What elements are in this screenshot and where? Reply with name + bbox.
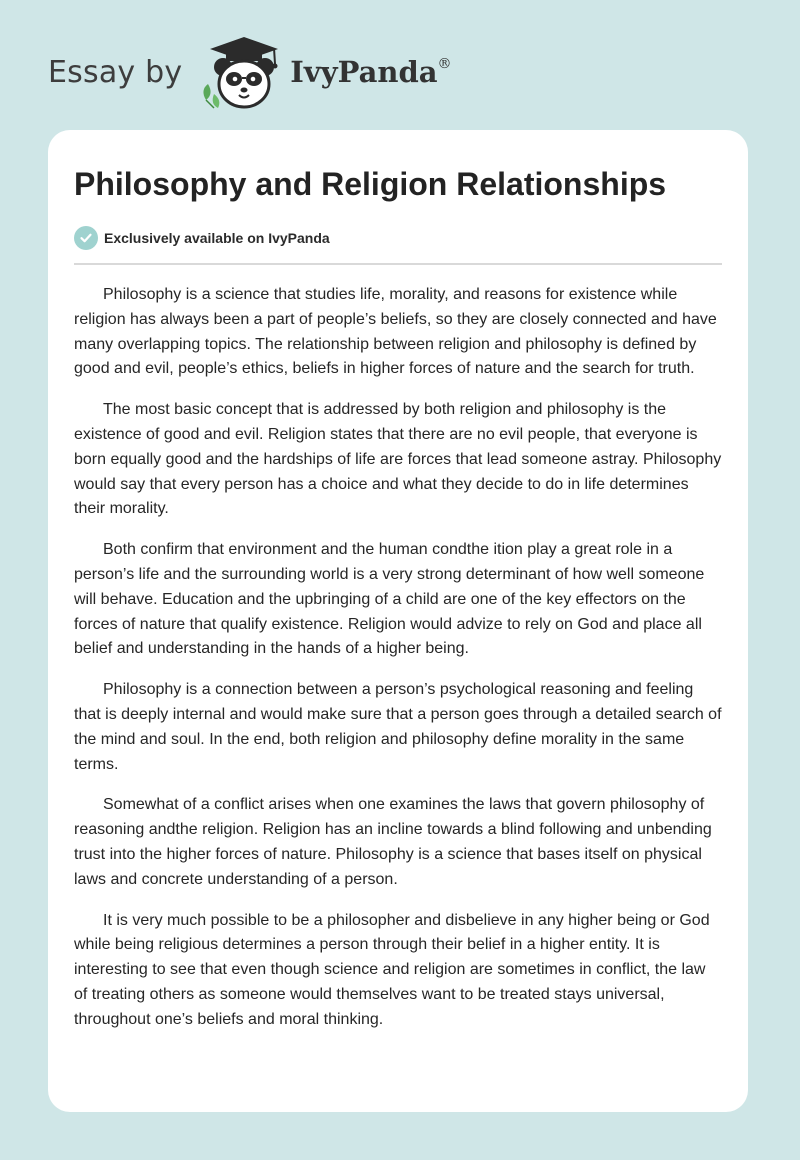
paragraph: Somewhat of a conflict arises when one examines the laws that govern philosophy of reasoning andthe religion. Religion has an incline towards a blind following and unbending trust into the higher forces of nature. Philosophy is a science that bases itself on physical laws and concrete understanding of a person.: [74, 796, 712, 888]
title-divider: [74, 263, 722, 265]
essay-by-label: Essay by: [48, 54, 183, 90]
essay-title: Philosophy and Religion Relationships: [74, 166, 667, 202]
brand-name-text: IvyPanda: [290, 55, 438, 89]
essay-body: [74, 283, 722, 1033]
site-header: [48, 34, 452, 110]
brand-name: [290, 55, 451, 89]
check-icon: [74, 226, 98, 250]
paragraph: Philosophy is a science that studies life, morality, and reasons for existence while religion has always been a part of people’s beliefs, so they are closely connected and have many overlapping topics. The relationship between religion and philosophy is defined by good and evil, people’s ethics, beliefs in higher forces of nature and the search for truth.: [74, 286, 717, 378]
paragraph: Philosophy is a connection between a person’s psychological reasoning and feeling that is deeply internal and would make sure that a person goes through a detailed search of the mind and soul. In the end, both religion and philosophy define morality in the same terms.: [74, 681, 722, 773]
essay-card: [48, 130, 748, 1112]
exclusive-badge: [74, 226, 722, 250]
paragraph: The most basic concept that is addressed by both religion and philosophy is the existence of good and evil. Religion states that there are no evil people, that everyone is born equally good and the hardships of life are forces that lead someone astray. Philosophy would say that every person has a choice and what they decide to do in life determines their morality.: [74, 401, 722, 518]
registered-mark: ®: [437, 56, 452, 72]
paragraph: Both confirm that environment and the human condthe ition play a great role in a person’s life and the surrounding world is a very strong determinant of how well someone will behave. Education and the upbringing of a child are one of the key effectors on the forces of nature that qualify existence. Religion would advize to rely on God and place all belief and understanding in the hands of a higher being.: [74, 541, 705, 658]
panda-logo-icon: [196, 34, 288, 110]
exclusive-badge-label: Exclusively available on IvyPanda: [104, 230, 330, 246]
paragraph: It is very much possible to be a philosopher and disbelieve in any higher being or God while being religious determines a person through their belief in a higher entity. It is interesting to see that even though science and religion are sometimes in conflict, the law of treating others as someone would themselves want to be treated stays universal, throughout one’s beliefs and moral thinking.: [74, 911, 710, 1028]
